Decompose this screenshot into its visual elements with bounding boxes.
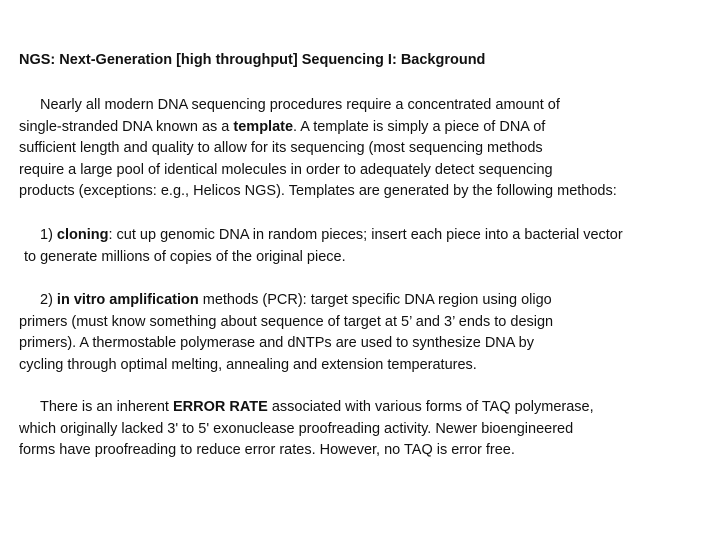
paragraph-line: primers). A thermostable polymerase and dNTPs are used to synthesize DNA by [19, 335, 534, 352]
text-run: single-stranded DNA known as a [19, 118, 234, 135]
paragraph-line: cycling through optimal melting, annealing and extension temperatures. [19, 356, 477, 373]
paragraph-line [19, 290, 719, 312]
paragraph-cloning [19, 225, 719, 268]
paragraph-line: sufficient length and quality to allow for its sequencing (most sequencing methods [19, 140, 543, 157]
bold-term-cloning: cloning [56, 227, 109, 243]
paragraph-pcr [19, 290, 719, 376]
text-run: . A template is simply a piece of DNA of [293, 118, 546, 135]
paragraph-line: forms have proofreading to reduce error rates. However, no TAQ is error free. [19, 442, 515, 459]
paragraph-line: primers (must know something about sequence of target at 5’ and 3’ ends to design [19, 313, 554, 330]
paragraph-line [19, 397, 719, 419]
paragraph-line [19, 225, 719, 247]
slide-title: NGS: Next-Generation [high throughput] Sequencing I: Background [19, 52, 486, 68]
text-run: 2) [40, 292, 57, 308]
paragraph-line: to generate millions of copies of the original piece. [24, 248, 346, 265]
text-run: methods (PCR): target specific DNA region using oligo [198, 292, 552, 308]
text-run: There is an inherent [40, 399, 173, 415]
text-run: associated with various forms of TAQ polymerase, [267, 399, 594, 415]
bold-term-error-rate: ERROR RATE [173, 399, 268, 415]
paragraph-line: require a large pool of identical molecules in order to adequately detect sequencing [19, 161, 553, 178]
text-run: : cut up genomic DNA in random pieces; insert each piece into a bacterial vector [108, 227, 623, 243]
paragraph-template-intro [19, 95, 719, 203]
paragraph-line: products (exceptions: e.g., Helicos NGS). Templates are generated by the following methods: [19, 183, 617, 200]
text-run: 1) [40, 227, 57, 243]
paragraph-error-rate [19, 397, 719, 462]
bold-term-template: template [233, 118, 294, 135]
paragraph-line: Nearly all modern DNA sequencing procedures require a concentrated amount of [40, 97, 560, 113]
paragraph-line: which originally lacked 3' to 5' exonuclease proofreading activity. Newer bioengineered [19, 420, 574, 437]
bold-term-in-vitro-amplification: in vitro amplification [56, 292, 199, 308]
paragraph-line [19, 117, 719, 139]
